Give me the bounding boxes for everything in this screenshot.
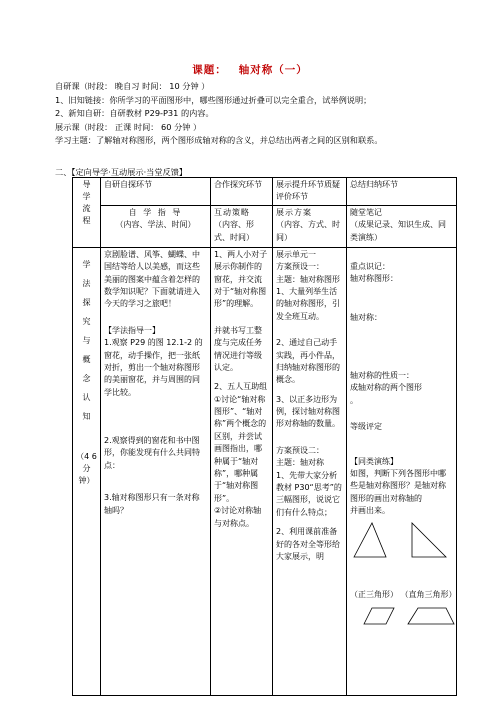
col4-practice-tail: 并画出来。	[350, 506, 390, 516]
col4-property-text: 成轴对称的两个图形	[350, 383, 422, 393]
col1-body	[101, 247, 211, 695]
trapezoid-icon	[408, 608, 454, 624]
method-char: 究	[82, 316, 91, 326]
flow-label-cell	[73, 178, 101, 248]
title-label: 课题：	[192, 64, 227, 76]
col2-head: 合作探究环节	[211, 178, 273, 206]
col1-intro: 京剧脸谱、风筝、蝴蝶、中国结等给人以美感，而这些美丽的图案中蕴含着怎样的数学知识呢？下面就请进入今天的学习之旅吧！	[104, 249, 200, 309]
col3-theme2: 主题：轴对称	[276, 458, 324, 468]
col4-sub-title: 随堂笔记	[350, 207, 382, 217]
quadrilateral-drawings	[350, 604, 460, 630]
col3-step5: 2、利用课前准备好的各对全等形给大家展示，明	[276, 527, 340, 561]
col3-step4: 1、先带大家分析教材 P30“思考”的三幅图形，说说它们有什么特点；	[276, 470, 342, 517]
col2-body	[211, 247, 273, 695]
col3-theme1: 主题：轴对称图形	[276, 274, 340, 284]
col1-head: 自研自探环节	[101, 178, 211, 206]
col4-triangle-captions: （正三角形） （直角三角形）	[350, 590, 457, 600]
method-char: 知	[82, 411, 91, 421]
col4-sub	[347, 205, 457, 247]
col4-practice-question: 如图，判断下列各图形中哪些是轴对称图形？是轴对称图形的画出对称轴的	[350, 468, 446, 503]
col2-sub-title: 互动策略	[214, 207, 250, 217]
col3-sub-note: （内容、方式、时间）	[276, 220, 340, 242]
col2-sub	[211, 205, 273, 247]
method-char: 学	[82, 259, 91, 269]
col2-group: 2、五人互助组	[214, 382, 268, 392]
right-triangle-icon	[412, 523, 446, 557]
flow-char: 导	[82, 180, 91, 189]
col3-sub	[273, 205, 347, 247]
method-time: （4 6 分 钟）	[76, 451, 97, 485]
triangle-figures	[350, 517, 453, 589]
parallelogram-figures	[350, 602, 453, 628]
col4-key-points: 重点识记：	[350, 261, 390, 271]
display-class-line: 展示课（时段： 正课 时间： 60 分钟 ）	[55, 121, 202, 132]
col1-sub-note: （内容、学法、时间）	[115, 220, 196, 230]
col3-plan2: 方案预设二：	[276, 445, 324, 455]
section-heading: 二、【定向导学·互动展示·当堂反馈】	[55, 167, 188, 177]
col1-guide-heading: 【学法指导一】	[104, 325, 160, 335]
col4-grade: 等级评定	[350, 422, 382, 432]
col4-head: 总结归纳环节	[347, 178, 457, 206]
col3-step2: 2、通过自己动手实践，再小件品，归纳轴对称图形的概念。	[276, 338, 340, 385]
method-char: 概	[82, 354, 91, 364]
col3-unit1: 展示单元一	[276, 249, 316, 259]
col1-step2: 2.观察得到的窗花和书中图形，你能发现有什么共同特点：	[104, 436, 200, 470]
col3-step3: 3、以正多边形为例，探讨轴对称图形对称轴的数量。	[276, 394, 340, 429]
col2-discuss2: ②讨论对称轴与对称点。	[214, 506, 262, 528]
page-title	[0, 62, 500, 78]
title-text: 轴对称（一）	[238, 64, 308, 76]
col2-pair: 1、两人小对子展示你制作的窗花，并交流对于“轴对称图形”的理解。	[214, 249, 268, 309]
old-knowledge-line: 1、旧知链接：你所学习的平面图形中，哪些图形通过折叠可以完全重合，试举例说明；	[55, 94, 372, 105]
triangle-drawings	[350, 517, 460, 589]
col4-practice-heading: 【同类演练】	[350, 456, 398, 466]
flow-char: 程	[82, 216, 91, 225]
col4-axial-figure: 轴对称图形：	[350, 274, 398, 284]
col2-grading: 并就书写工整度与完成任务情况进行等级认定。	[214, 325, 262, 372]
col3-head: 展示提升环节质疑评价环节	[273, 178, 347, 206]
col3-step1: 1、大量列举生活的轴对称图形，引发全班互动。	[276, 286, 340, 321]
col1-sub-title: 自 学 指 导	[128, 207, 183, 217]
flow-char: 流	[82, 204, 91, 213]
flow-char: 学	[82, 192, 91, 201]
col4-property: 轴对称的性质一：	[350, 370, 414, 380]
method-char: 探	[82, 297, 91, 307]
parallelogram-icon	[364, 608, 394, 624]
lesson-header	[55, 80, 455, 148]
col3-plan1: 方案预设一：	[276, 262, 324, 272]
col4-axial-symmetry: 轴对称：	[350, 312, 382, 322]
col4-property-end: 。	[350, 395, 358, 405]
col3-sub-title: 展示方案	[276, 207, 312, 217]
col2-sub-note: （内容、形式、时间）	[214, 220, 254, 242]
method-label-cell	[73, 247, 101, 695]
col1-step3: 3.轴对称图形只有一条对称轴吗？	[104, 493, 200, 515]
method-char: 念	[82, 373, 91, 383]
equilateral-triangle-icon	[354, 523, 386, 557]
col1-step1: 1.观察 P29 的图 12.1-2 的窗花，动手操作，把一张纸对折，剪出一个轴对称图形的美丽窗花，并与周围的同学比较。	[104, 338, 203, 397]
method-char: 法	[82, 278, 91, 288]
col3-body	[273, 247, 347, 695]
col1-sub	[101, 205, 211, 247]
self-study-line: 自研课（时段： 晚自习 时间： 10 分钟 ）	[55, 81, 210, 91]
col2-discuss1: ①讨论“轴对称图形”、“轴对称”两个概念的区别，并尝试画图指出，哪种属于“轴对称”，哪种属于“轴对称图形”。	[214, 394, 267, 503]
learning-theme-line: 学习主题：了解轴对称图形，两个图形成轴对称的含义，并总结出两者之间的区别和联系。	[55, 135, 383, 145]
col4-sub-note: （成果记录、知识生成、同类演练）	[350, 220, 446, 242]
method-char: 认	[82, 392, 91, 402]
new-knowledge-line: 2、新知自研：自研教材 P29-P31 的内容。	[55, 108, 214, 118]
lesson-table	[72, 177, 457, 696]
col4-body	[347, 247, 457, 695]
method-char: 与	[82, 335, 91, 345]
